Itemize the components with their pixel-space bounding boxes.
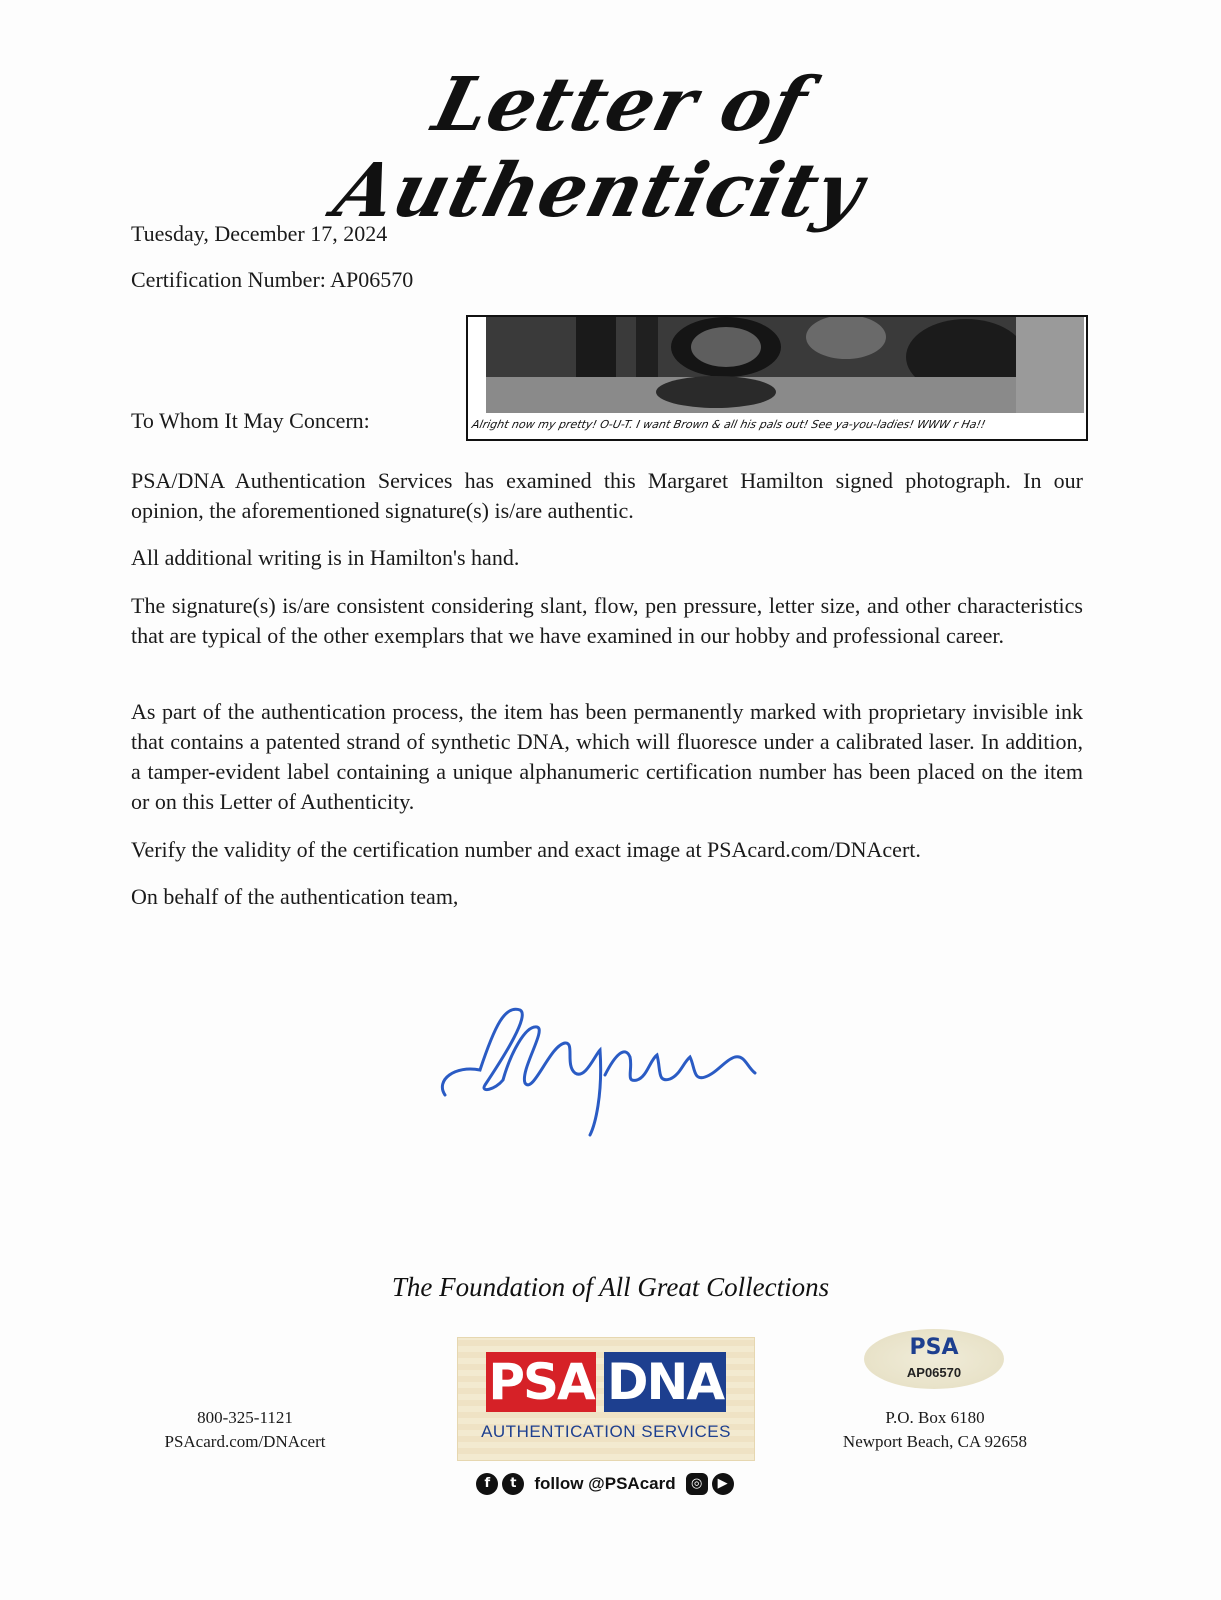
city-address: Newport Beach, CA 92658	[842, 1432, 1028, 1451]
social-follow	[455, 1470, 755, 1498]
po-box: P.O. Box 6180	[885, 1408, 985, 1427]
contact-left	[130, 1406, 360, 1454]
signed-photo-thumbnail	[466, 315, 1088, 441]
paragraph-dna-marking: As part of the authentication process, the item has been permanently marked with proprietary invisible ink that contains a patented strand of synthetic DNA, which will fluoresce under a calibrated laser. In addition, a tamper-evident label containing a unique alphanumeric certification number has been placed on the item or on this Letter of Authenticity.	[131, 699, 1083, 814]
photo-art	[486, 317, 1084, 413]
footer-tagline: The Foundation of All Great Collections	[391, 1272, 830, 1302]
sticker-cert-number: AP06570	[906, 1365, 962, 1380]
sticker-logo: PSA	[909, 1335, 959, 1360]
instagram-icon: ◎	[686, 1473, 708, 1495]
contact-right	[820, 1406, 1050, 1454]
certification-sticker	[864, 1329, 1004, 1389]
facebook-icon: f	[476, 1473, 498, 1495]
paragraph-closing: On behalf of the authentication team,	[131, 884, 459, 909]
inscription-text: Alright now my pretty! O-U-T. I want Brown & all his pals out! See ya-you-ladies! WWW r Ha!!	[470, 418, 987, 431]
photo-image	[486, 317, 1084, 413]
photo-inscription	[466, 413, 1088, 437]
logo-dna-text: DNA	[604, 1352, 726, 1412]
website-link: PSAcard.com/DNAcert	[164, 1432, 326, 1451]
paragraph-additional-writing: All additional writing is in Hamilton's hand.	[131, 545, 520, 570]
psa-dna-logo	[457, 1337, 755, 1461]
certification-number: Certification Number: AP06570	[131, 267, 414, 292]
social-handle: follow @PSAcard	[534, 1474, 676, 1493]
letter-title	[150, 40, 1070, 234]
twitter-icon: t	[502, 1473, 524, 1495]
salutation: To Whom It May Concern:	[131, 408, 370, 433]
paragraph-verify: Verify the validity of the certification number and exact image at PSAcard.com/DNAcert.	[131, 837, 921, 862]
phone-number: 800-325-1121	[197, 1408, 293, 1427]
title-text: Letter of Authenticity	[326, 62, 873, 234]
paragraph-consistency: The signature(s) is/are consistent considering slant, flow, pen pressure, letter size, and other characteristics that are typical of the other exemplars that we have examined in our hobby and professional career.	[131, 593, 1083, 648]
authenticator-signature	[425, 985, 775, 1145]
logo-subtitle: AUTHENTICATION SERVICES	[481, 1422, 731, 1441]
youtube-icon: ▶	[712, 1473, 734, 1495]
letter-date: Tuesday, December 17, 2024	[131, 221, 388, 246]
signature-mark	[425, 985, 775, 1145]
paragraph-examination: PSA/DNA Authentication Services has examined this Margaret Hamilton signed photograph. In our opinion, the aforementioned signature(s) is/are authentic.	[131, 468, 1083, 523]
logo-psa-text: PSA	[486, 1352, 596, 1412]
